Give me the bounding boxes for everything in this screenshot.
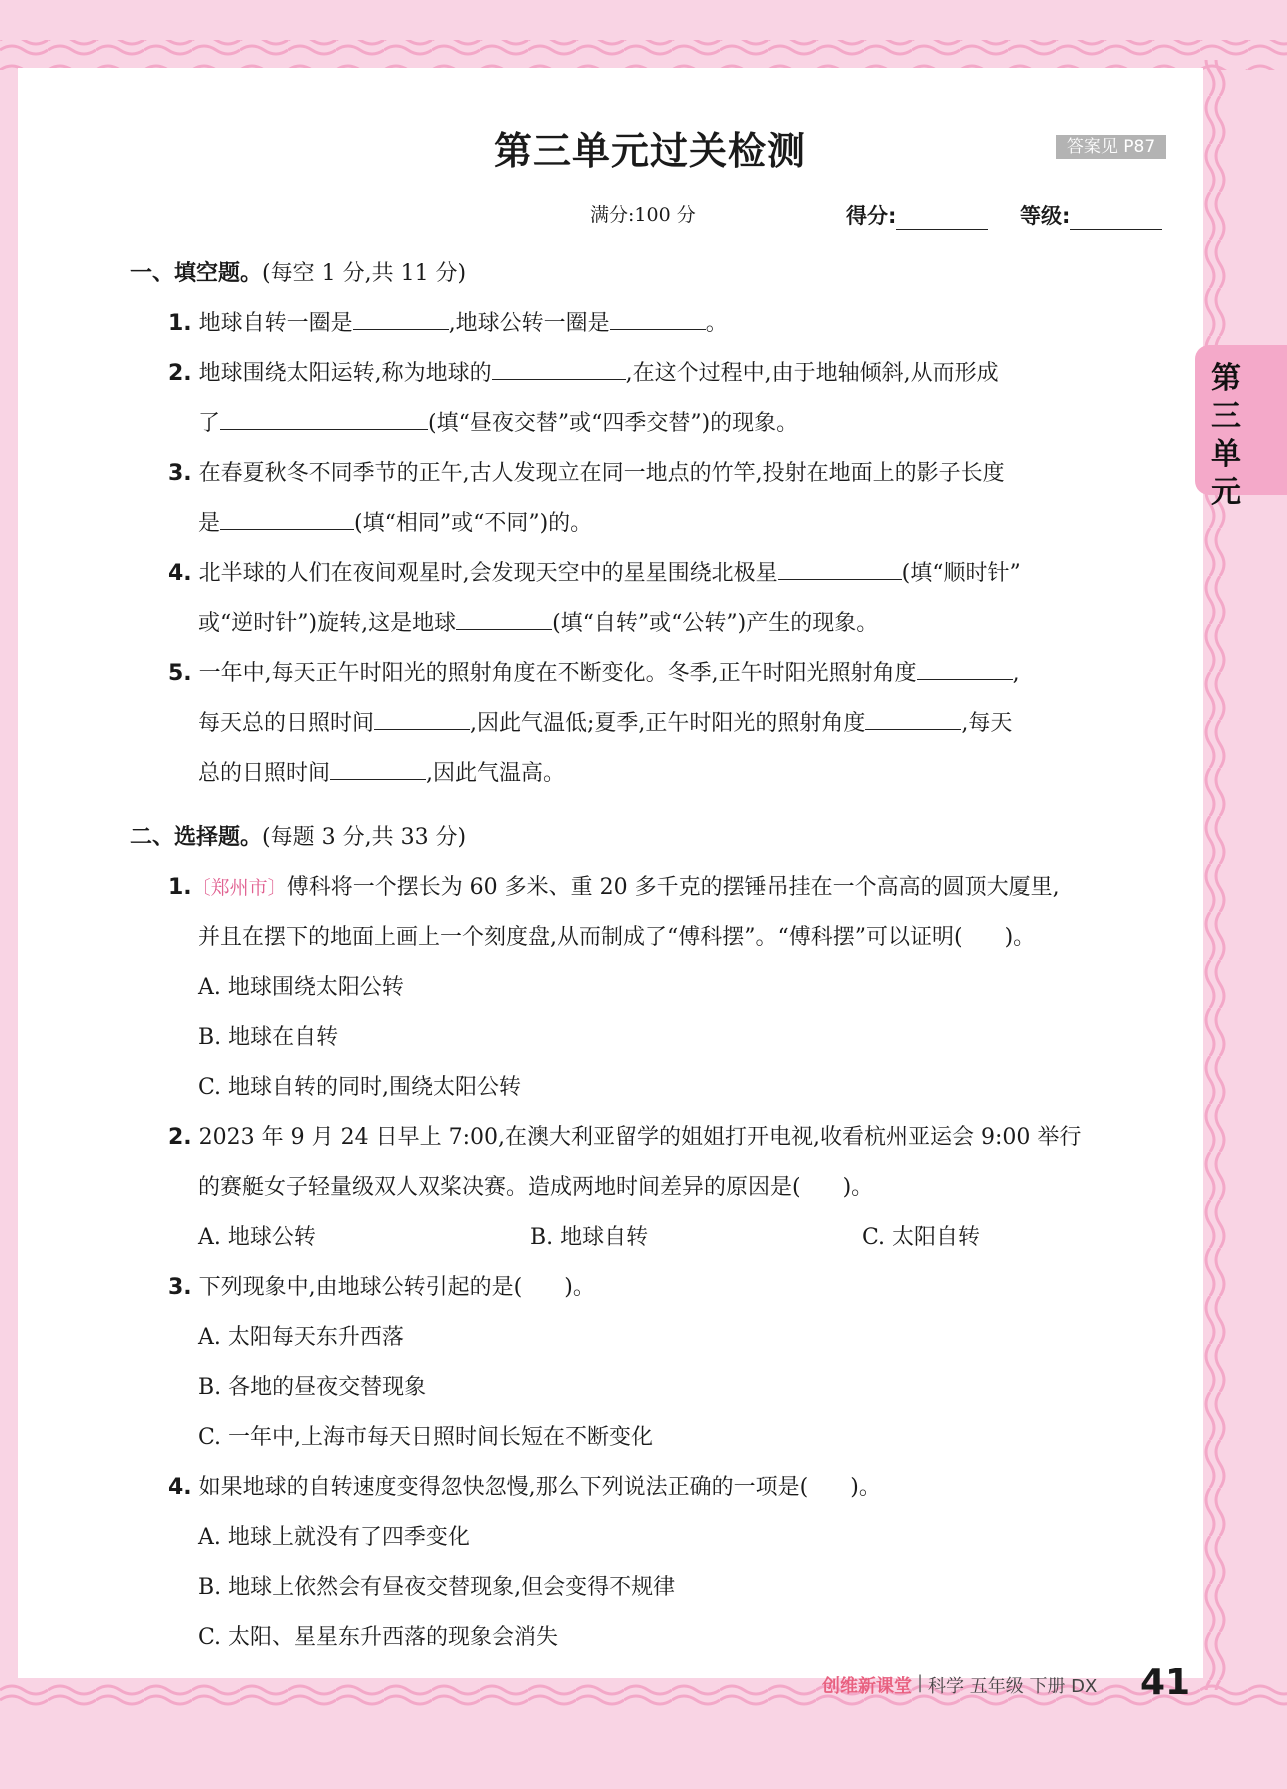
- full-score: 满分:100 分: [590, 204, 696, 226]
- s2-q4-line1: [168, 1470, 881, 1501]
- question-text: 或“逆时针”)旋转,这是地球: [198, 611, 457, 636]
- footer-brand: 创维新课堂: [822, 1676, 912, 1697]
- s1-q1: [168, 306, 728, 337]
- question-text: 一年中,每天正午时阳光的照射角度在不断变化。冬季,正午时阳光照射角度: [198, 661, 917, 686]
- answer-blank[interactable]: [220, 509, 354, 530]
- s2-q2-line1: [168, 1120, 1081, 1151]
- answer-blank[interactable]: [917, 659, 1013, 680]
- question-text: ,地球公转一圈是: [448, 311, 610, 336]
- s2-q2-line2: [198, 1170, 873, 1201]
- question-text: 的赛艇女子轻量级双人双桨决赛。造成两地时间差异的原因是(: [198, 1175, 801, 1200]
- section-2-heading: [130, 820, 466, 851]
- footer-book-info: 科学 五年级 下册 DX: [928, 1676, 1098, 1697]
- s2-q1-line2: [198, 920, 1035, 951]
- question-number: 3.: [168, 1275, 192, 1300]
- option-c[interactable]: C. 一年中,上海市每天日照时间长短在不断变化: [198, 1425, 654, 1450]
- question-text: )。: [1004, 925, 1036, 950]
- page-title: 第三单元过关检测: [493, 129, 806, 173]
- question-text: 并且在摆下的地面上画上一个刻度盘,从而制成了“傅科摆”。“傅科摆”可以证明(: [198, 925, 963, 950]
- question-text: ,每天: [961, 711, 1013, 736]
- option-a[interactable]: A. 地球公转: [198, 1225, 316, 1250]
- question-text: 地球围绕太阳运转,称为地球的: [198, 361, 492, 386]
- question-text: ,: [1012, 661, 1020, 686]
- section-1-note: (每空 1 分,共 11 分): [262, 261, 467, 286]
- s2-q3-line1: [168, 1270, 595, 1301]
- answer-blank[interactable]: [865, 709, 961, 730]
- question-number: 5.: [168, 661, 192, 686]
- answer-reference-badge: 答案见 P87: [1056, 135, 1166, 159]
- option-b[interactable]: B. 各地的昼夜交替现象: [198, 1375, 427, 1400]
- s1-q4-line2: [198, 606, 878, 637]
- question-text: 傅科将一个摆长为 60 多米、重 20 多千克的摆锤吊挂在一个高高的圆顶大厦里,: [286, 875, 1060, 900]
- question-number: 3.: [168, 461, 192, 486]
- unit-side-tab-label: [1206, 360, 1246, 512]
- footer-separator: |: [917, 1672, 924, 1693]
- side-tab-char: 元: [1211, 475, 1241, 510]
- question-text: (填“自转”或“公转”)产生的现象。: [552, 611, 879, 636]
- option-c[interactable]: C. 太阳自转: [862, 1225, 981, 1250]
- section-1-title: 一、填空题。: [130, 261, 263, 286]
- answer-blank[interactable]: [330, 759, 426, 780]
- option-a[interactable]: A. 地球围绕太阳公转: [198, 975, 404, 1000]
- score-label: 得分:: [846, 204, 897, 228]
- question-text: (填“相同”或“不同”)的。: [354, 511, 593, 536]
- answer-blank[interactable]: [220, 409, 428, 430]
- s1-q2-line1: [168, 356, 999, 387]
- option-b[interactable]: B. 地球上依然会有昼夜交替现象,但会变得不规律: [198, 1575, 676, 1600]
- question-text: ,在这个过程中,由于地轴倾斜,从而形成: [625, 361, 999, 386]
- question-text: 地球自转一圈是: [198, 311, 353, 336]
- question-text: 下列现象中,由地球公转引起的是(: [198, 1275, 523, 1300]
- option-c[interactable]: C. 太阳、星星东升西落的现象会消失: [198, 1625, 559, 1650]
- question-number: 1.: [168, 311, 192, 336]
- option-b[interactable]: B. 地球自转: [530, 1225, 649, 1250]
- question-text: ,因此气温高。: [426, 761, 566, 786]
- question-text: 如果地球的自转速度变得忽快忽慢,那么下列说法正确的一项是(: [198, 1475, 809, 1500]
- s1-q5-line3: [198, 756, 565, 787]
- question-text: (填“昼夜交替”或“四季交替”)的现象。: [428, 411, 799, 436]
- question-text: )。: [564, 1275, 595, 1300]
- side-tab-char: 三: [1211, 399, 1241, 434]
- side-tab-char: 第: [1211, 361, 1241, 396]
- s2-q1-line1: [168, 870, 1060, 901]
- section-1-heading: [130, 256, 466, 287]
- side-tab-char: 单: [1211, 437, 1241, 472]
- option-c[interactable]: C. 地球自转的同时,围绕太阳公转: [198, 1075, 522, 1100]
- question-text: 了: [198, 411, 221, 436]
- question-text: 是: [198, 511, 221, 536]
- question-text: )。: [842, 1175, 874, 1200]
- option-a[interactable]: A. 太阳每天东升西落: [198, 1325, 404, 1350]
- answer-blank[interactable]: [778, 559, 902, 580]
- question-number: 4.: [168, 1475, 192, 1500]
- question-text: 北半球的人们在夜间观星时,会发现天空中的星星围绕北极星: [198, 561, 778, 586]
- s1-q5-line2: [198, 706, 1012, 737]
- question-text: 每天总的日照时间: [198, 711, 375, 736]
- question-text: 总的日照时间: [198, 761, 331, 786]
- page-number: 41: [1140, 1662, 1191, 1703]
- s1-q5-line1: [168, 656, 1020, 687]
- grade-label: 等级:: [1020, 204, 1071, 228]
- option-b[interactable]: B. 地球在自转: [198, 1025, 339, 1050]
- question-text: 在春夏秋冬不同季节的正午,古人发现立在同一地点的竹竿,投射在地面上的影子长度: [198, 461, 1005, 486]
- s1-q2-line2: [198, 406, 798, 437]
- section-2-title: 二、选择题。: [130, 825, 263, 850]
- score-blank[interactable]: [896, 209, 988, 230]
- grade-blank[interactable]: [1070, 209, 1162, 230]
- s1-q3-line1: [168, 456, 1005, 487]
- s1-q4-line1: [168, 556, 1021, 587]
- question-text: (填“顺时针”: [901, 561, 1021, 586]
- s1-q3-line2: [198, 506, 592, 537]
- question-number: 2.: [168, 1125, 192, 1150]
- section-2-note: (每题 3 分,共 33 分): [262, 825, 467, 850]
- answer-blank[interactable]: [492, 359, 626, 380]
- question-text: 。: [705, 311, 728, 336]
- question-text: )。: [850, 1475, 881, 1500]
- score-field: [846, 200, 988, 230]
- answer-blank[interactable]: [353, 309, 449, 330]
- answer-blank[interactable]: [610, 309, 706, 330]
- question-number: 1.: [168, 875, 192, 900]
- question-number: 2.: [168, 361, 192, 386]
- option-a[interactable]: A. 地球上就没有了四季变化: [198, 1525, 470, 1550]
- answer-blank[interactable]: [374, 709, 470, 730]
- region-tag: 〔郑州市〕: [191, 877, 287, 899]
- question-text: 2023 年 9 月 24 日早上 7:00,在澳大利亚留学的姐姐打开电视,收看杭州亚运会 9:00 举行: [198, 1125, 1082, 1150]
- question-text: ,因此气温低;夏季,正午时阳光的照射角度: [470, 711, 866, 736]
- question-number: 4.: [168, 561, 192, 586]
- answer-blank[interactable]: [456, 609, 552, 630]
- grade-field: [1020, 200, 1162, 230]
